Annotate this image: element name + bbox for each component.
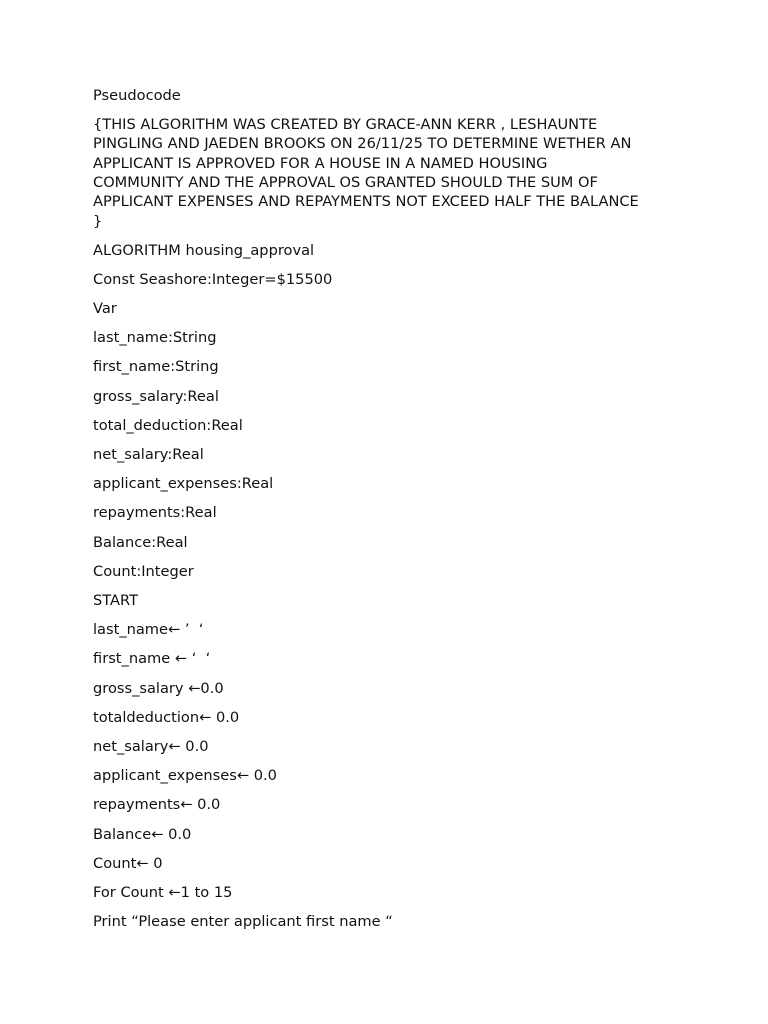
comment-line: PINGLING AND JAEDEN BROOKS ON 26/11/25 TO DETERMINE WETHER AN <box>93 135 632 153</box>
comment-line: APPLICANT IS APPROVED FOR A HOUSE IN A NAMED HOUSING <box>93 154 548 172</box>
code-line: repayments:Real <box>93 504 217 522</box>
code-line: first_name ← ‘ ‘ <box>93 650 211 668</box>
code-line: gross_salary ←0.0 <box>93 679 224 697</box>
comment-line: } <box>93 212 103 230</box>
document-body <box>93 86 693 942</box>
comment-line: {THIS ALGORITHM WAS CREATED BY GRACE-ANN KERR , LESHAUNTE <box>93 115 598 133</box>
code-line: Const Seashore:Integer=$15500 <box>93 270 333 288</box>
code-line: last_name:String <box>93 329 217 347</box>
code-line: gross_salary:Real <box>93 387 219 405</box>
comment-line: APPLICANT EXPENSES AND REPAYMENTS NOT EXCEED HALF THE BALANCE <box>93 193 639 211</box>
code-line: Var <box>93 300 117 318</box>
code-line: Balance:Real <box>93 533 188 551</box>
code-line: Print “Please enter applicant first name “ <box>93 913 393 931</box>
document-title: Pseudocode <box>93 87 181 104</box>
code-line: applicant_expenses:Real <box>93 475 274 493</box>
code-line: totaldeduction← 0.0 <box>93 708 240 726</box>
comment-line: COMMUNITY AND THE APPROVAL OS GRANTED SHOULD THE SUM OF <box>93 174 598 192</box>
code-line: repayments← 0.0 <box>93 796 221 814</box>
code-line: last_name← ’ ‘ <box>93 621 204 639</box>
code-line: net_salary← 0.0 <box>93 738 209 756</box>
code-line: Count:Integer <box>93 562 194 580</box>
code-line: START <box>93 592 139 610</box>
code-line: For Count ←1 to 15 <box>93 884 233 902</box>
code-line: total_deduction:Real <box>93 416 243 434</box>
code-line: net_salary:Real <box>93 446 204 464</box>
code-line: Count← 0 <box>93 854 163 872</box>
code-line: ALGORITHM housing_approval <box>93 241 315 259</box>
code-line: Balance← 0.0 <box>93 825 192 843</box>
code-line: first_name:String <box>93 358 219 376</box>
code-line: applicant_expenses← 0.0 <box>93 767 277 785</box>
algorithm-comment <box>93 115 693 231</box>
